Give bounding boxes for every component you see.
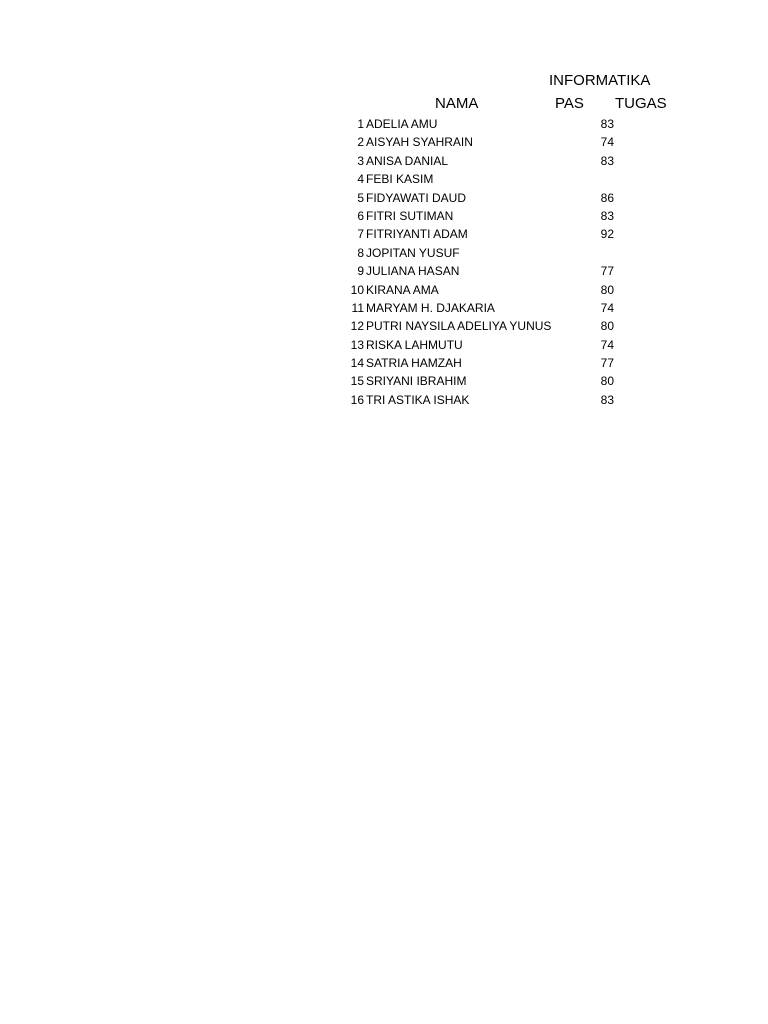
- pas-score: 74: [600, 337, 614, 352]
- student-table: [330, 115, 660, 409]
- student-name: ANISA DANIAL: [366, 153, 449, 168]
- pas-score: 77: [600, 264, 614, 279]
- row-number: 2: [357, 135, 364, 150]
- table-row: [330, 262, 660, 280]
- table-row: [330, 299, 660, 317]
- table-row: [330, 372, 660, 390]
- table-row: [330, 317, 660, 335]
- pas-score: 92: [600, 227, 614, 242]
- row-number: 16: [350, 392, 364, 407]
- table-row: [330, 336, 660, 354]
- student-name: RISKA LAHMUTU: [366, 337, 463, 352]
- row-number: 10: [350, 282, 364, 297]
- table-row: [330, 244, 660, 262]
- student-name: AISYAH SYAHRAIN: [366, 135, 473, 150]
- table-row: [330, 152, 660, 170]
- row-number: 13: [350, 337, 364, 352]
- column-header-nama: NAMA: [435, 95, 479, 112]
- table-row: [330, 225, 660, 243]
- pas-score: 80: [600, 319, 614, 334]
- table-row: [330, 133, 660, 151]
- table-row: [330, 189, 660, 207]
- student-name: PUTRI NAYSILA ADELIYA YUNUS: [366, 319, 552, 334]
- student-name: FIDYAWATI DAUD: [366, 190, 466, 205]
- row-number: 1: [357, 117, 364, 131]
- pas-score: 83: [600, 208, 614, 223]
- pas-score: 86: [600, 190, 614, 205]
- student-name: SATRIA HAMZAH: [366, 356, 462, 371]
- pas-score: 74: [600, 300, 614, 315]
- row-number: 15: [350, 374, 364, 389]
- row-number: 6: [357, 208, 364, 223]
- pas-score: 80: [600, 374, 614, 389]
- pas-score: 83: [600, 117, 614, 131]
- row-number: 9: [357, 264, 364, 279]
- pas-score: 74: [600, 135, 614, 150]
- student-name: FEBI KASIM: [366, 172, 434, 187]
- table-row: [330, 391, 660, 409]
- table-row: [330, 115, 660, 133]
- column-header-tugas: TUGAS: [615, 95, 667, 112]
- student-name: KIRANA AMA: [366, 282, 439, 297]
- pas-score: 83: [600, 153, 614, 168]
- table-row: [330, 354, 660, 372]
- row-number: 7: [357, 227, 364, 242]
- row-number: 14: [350, 356, 364, 371]
- table-row: [330, 170, 660, 188]
- table-row: [330, 207, 660, 225]
- student-name: FITRI SUTIMAN: [366, 208, 454, 223]
- row-number: 5: [357, 190, 364, 205]
- pas-score: 77: [600, 356, 614, 371]
- row-number: 12: [350, 319, 364, 334]
- student-name: TRI ASTIKA ISHAK: [366, 392, 470, 407]
- row-number: 11: [351, 300, 364, 315]
- student-name: FITRIYANTI ADAM: [366, 227, 468, 242]
- row-number: 8: [357, 245, 364, 260]
- student-name: SRIYANI IBRAHIM: [366, 374, 467, 389]
- student-name: MARYAM H. DJAKARIA: [366, 300, 495, 315]
- student-name: JOPITAN YUSUF: [366, 245, 460, 260]
- row-number: 4: [357, 172, 364, 187]
- table-row: [330, 281, 660, 299]
- subject-title: INFORMATIKA: [549, 72, 651, 89]
- pas-score: 83: [600, 392, 614, 407]
- pas-score: 80: [600, 282, 614, 297]
- row-number: 3: [357, 153, 364, 168]
- student-name: JULIANA HASAN: [366, 264, 460, 279]
- student-name: ADELIA AMU: [366, 117, 438, 131]
- column-header-pas: PAS: [555, 95, 584, 112]
